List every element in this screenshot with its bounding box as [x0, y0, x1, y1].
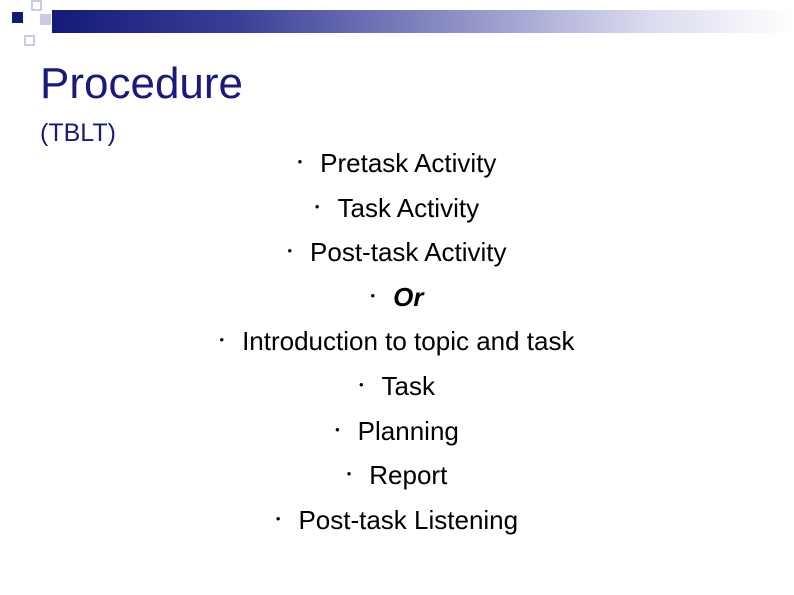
bullet-dot-icon: • [314, 198, 320, 214]
bullet-dot-icon: • [297, 154, 303, 169]
bullet-item [0, 318, 794, 363]
bullet-item [0, 274, 794, 319]
bullet-item [0, 497, 794, 542]
bullet-dot-icon: • [335, 421, 340, 437]
bullet-text-emphasis: Or [393, 281, 424, 312]
bullet-list [0, 140, 794, 541]
bullet-item [0, 140, 794, 185]
bullet-dot-icon: • [346, 466, 352, 482]
bullet-dot-icon: • [219, 332, 225, 348]
decor-square [24, 35, 35, 46]
bullet-dot-icon: • [287, 243, 293, 259]
bullet-dot-icon: • [358, 376, 364, 392]
decor-square [31, 0, 42, 11]
bullet-item [0, 185, 794, 230]
bullet-text: Task [381, 370, 436, 401]
bullet-dot-icon: • [275, 510, 281, 526]
bullet-dot-icon: • [370, 287, 376, 303]
bullet-text: Pretask Activity [320, 148, 497, 178]
bullet-text: Planning [357, 415, 459, 446]
slide-title: Procedure [40, 59, 244, 108]
bullet-item [0, 229, 794, 274]
bullet-text: Task Activity [337, 192, 480, 223]
bullet-item [0, 363, 794, 408]
decor-square [40, 14, 51, 25]
slide-subtitle: (TBLT) [40, 119, 116, 147]
bullet-item [0, 408, 794, 453]
bullet-text: Introduction to topic and task [242, 326, 575, 357]
decor-square [12, 12, 23, 23]
bullet-text: Post-task Listening [298, 504, 519, 535]
bullet-item [0, 452, 794, 497]
bullet-text: Post-task Activity [310, 237, 507, 268]
bullet-text: Report [369, 460, 448, 491]
header-gradient-bar [52, 10, 794, 33]
